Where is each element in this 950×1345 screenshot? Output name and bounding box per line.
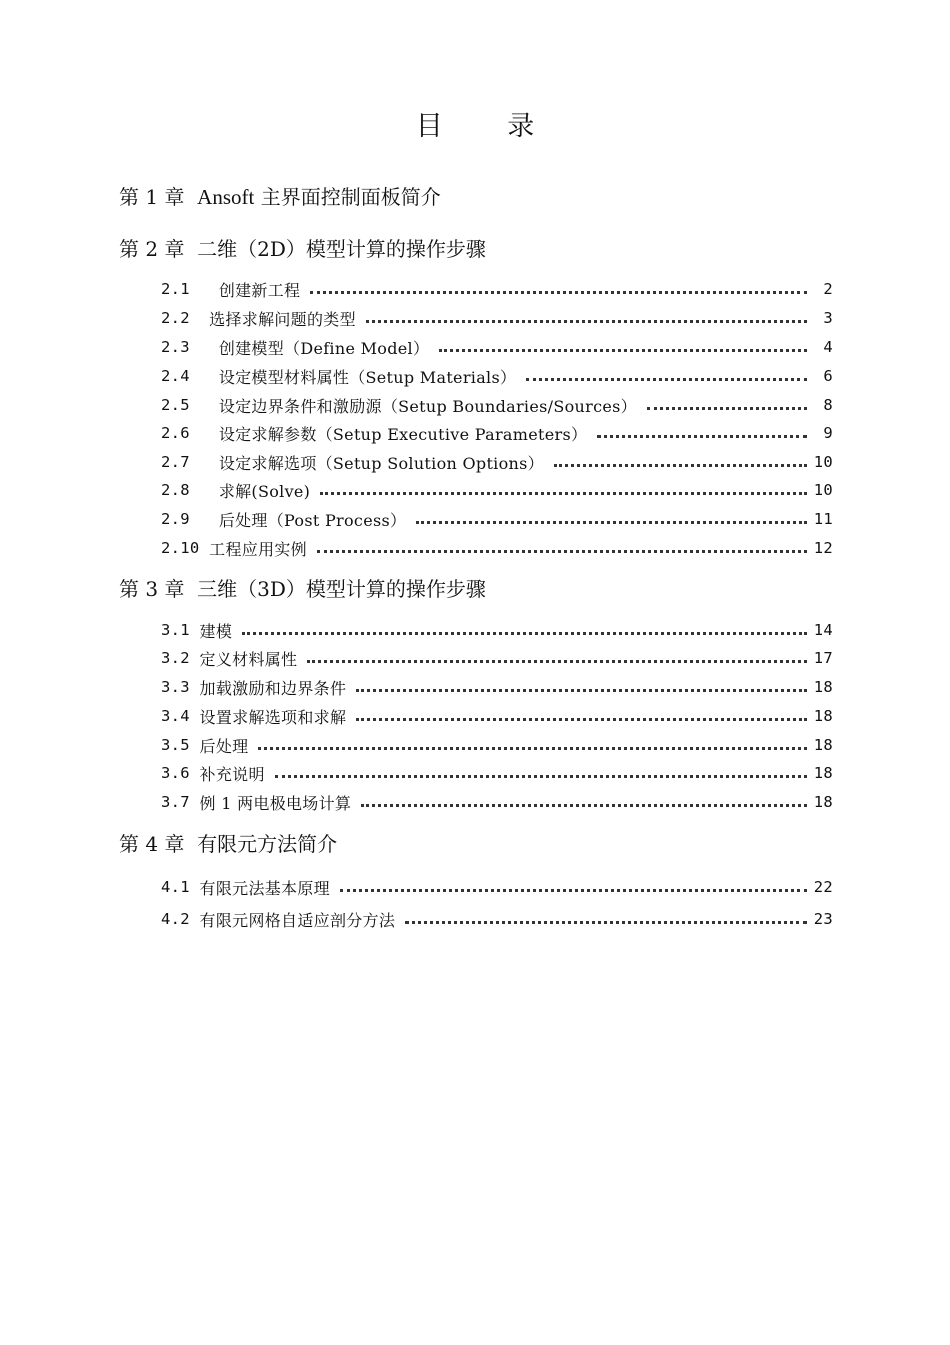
chapter-label: 第 2 章 [119,237,185,261]
toc-entry[interactable] [161,306,833,330]
page-number: 9 [823,424,833,442]
toc-entry[interactable] [161,277,833,301]
leader-dots [258,746,807,750]
toc-entry[interactable] [161,761,833,785]
chapter-label: 第 3 章 [119,577,185,601]
chapter-title-pre: 有限元方法简介 [197,832,338,856]
leader-dots [554,463,807,467]
leader-dots [647,406,807,410]
toc-entry[interactable] [161,536,833,560]
section-number: 4.2 [161,910,190,928]
page-number: 3 [823,309,833,327]
page-number: 10 [813,481,833,499]
toc-entry[interactable] [161,675,833,699]
section-title: 后处理 [199,736,249,756]
chapter-heading [119,573,486,602]
page-number: 6 [823,367,833,385]
page-number: 18 [813,793,833,811]
chapter-heading [119,233,486,262]
section-title: 后处理（Post Process） [218,510,407,530]
section-number: 2.5 [161,396,190,414]
section-title: 建模 [199,621,233,641]
chapter-heading [119,181,441,210]
section-title: 补充说明 [199,764,265,784]
toc-entry[interactable] [161,364,833,388]
section-number: 2.9 [161,510,190,528]
section-number: 3.2 [161,649,190,667]
toc-entry[interactable] [161,478,833,502]
page-number: 12 [813,539,833,557]
section-number: 3.6 [161,764,190,782]
leader-dots [307,659,807,663]
leader-dots [356,717,807,721]
leader-dots [597,434,807,438]
section-title: 设定求解参数（Setup Executive Parameters） [218,424,588,444]
leader-dots [310,290,807,294]
toc-title: 目 录 [415,111,563,142]
leader-dots [405,920,807,924]
section-number: 2.4 [161,367,190,385]
section-title: 有限元法基本原理 [199,878,330,898]
section-number: 3.3 [161,678,190,696]
page-number: 2 [823,280,833,298]
toc-entry[interactable] [161,335,833,359]
leader-dots [439,348,807,352]
toc-entry[interactable] [161,790,833,814]
section-title: 设置求解选项和求解 [199,707,347,727]
leader-dots [416,520,807,524]
section-number: 3.5 [161,736,190,754]
section-number: 3.7 [161,793,190,811]
section-title: 设定模型材料属性（Setup Materials） [218,367,517,387]
toc-entry[interactable] [161,450,833,474]
section-number: 2.3 [161,338,190,356]
leader-dots [361,803,807,807]
page-number: 18 [813,764,833,782]
toc-entry[interactable] [161,393,833,417]
section-number: 2.8 [161,481,190,499]
section-number: 2.2 [161,309,190,327]
section-title: 设定边界条件和激励源（Setup Boundaries/Sources） [218,396,637,416]
section-title: 有限元网格自适应剖分方法 [199,910,396,930]
chapter-label: 第 1 章 [119,185,185,209]
leader-dots [526,377,807,381]
toc-entry[interactable] [161,733,833,757]
page-number: 8 [823,396,833,414]
section-number: 4.1 [161,878,190,896]
page-number: 23 [813,910,833,928]
leader-dots [320,491,807,495]
toc-entry[interactable] [161,421,833,445]
section-number: 2.6 [161,424,190,442]
section-title: 选择求解问题的类型 [209,309,356,329]
section-number: 3.1 [161,621,190,639]
section-title: 例 1 两电极电场计算 [199,793,352,813]
section-title: 设定求解选项（Setup Solution Options） [218,453,544,473]
toc-entry[interactable] [161,646,833,670]
section-number: 3.4 [161,707,190,725]
toc-entry[interactable] [161,507,833,531]
page-number: 10 [813,453,833,471]
section-title: 定义材料属性 [199,649,298,669]
page-number: 14 [813,621,833,639]
chapter-label: 第 4 章 [119,832,185,856]
page-number: 18 [813,707,833,725]
section-title: 创建新工程 [218,280,301,300]
page-number: 4 [823,338,833,356]
section-number: 2.1 [161,280,190,298]
chapter-title-en: Ansoft [197,185,255,209]
leader-dots [356,688,807,692]
chapter-heading [119,828,337,857]
section-number: 2.10 [161,539,200,557]
page-number: 18 [813,678,833,696]
chapter-title-pre: 二维（2D）模型计算的操作步骤 [197,237,486,261]
toc-entry[interactable] [161,875,833,899]
leader-dots [366,319,807,323]
leader-dots [317,549,807,553]
page-number: 22 [813,878,833,896]
leader-dots [275,774,807,778]
section-title: 求解(Solve) [218,481,311,501]
toc-entry[interactable] [161,907,833,931]
page-number: 17 [813,649,833,667]
chapter-title-post: 主界面控制面板简介 [254,185,441,209]
leader-dots [242,631,807,635]
leader-dots [340,888,807,892]
toc-entry[interactable] [161,704,833,728]
toc-entry[interactable] [161,618,833,642]
section-title: 加载激励和边界条件 [199,678,347,698]
page-number: 11 [813,510,833,528]
section-number: 2.7 [161,453,190,471]
chapter-title-pre: 三维（3D）模型计算的操作步骤 [197,577,486,601]
page-number: 18 [813,736,833,754]
section-title: 工程应用实例 [209,539,307,559]
section-title: 创建模型（Define Model） [218,338,430,358]
